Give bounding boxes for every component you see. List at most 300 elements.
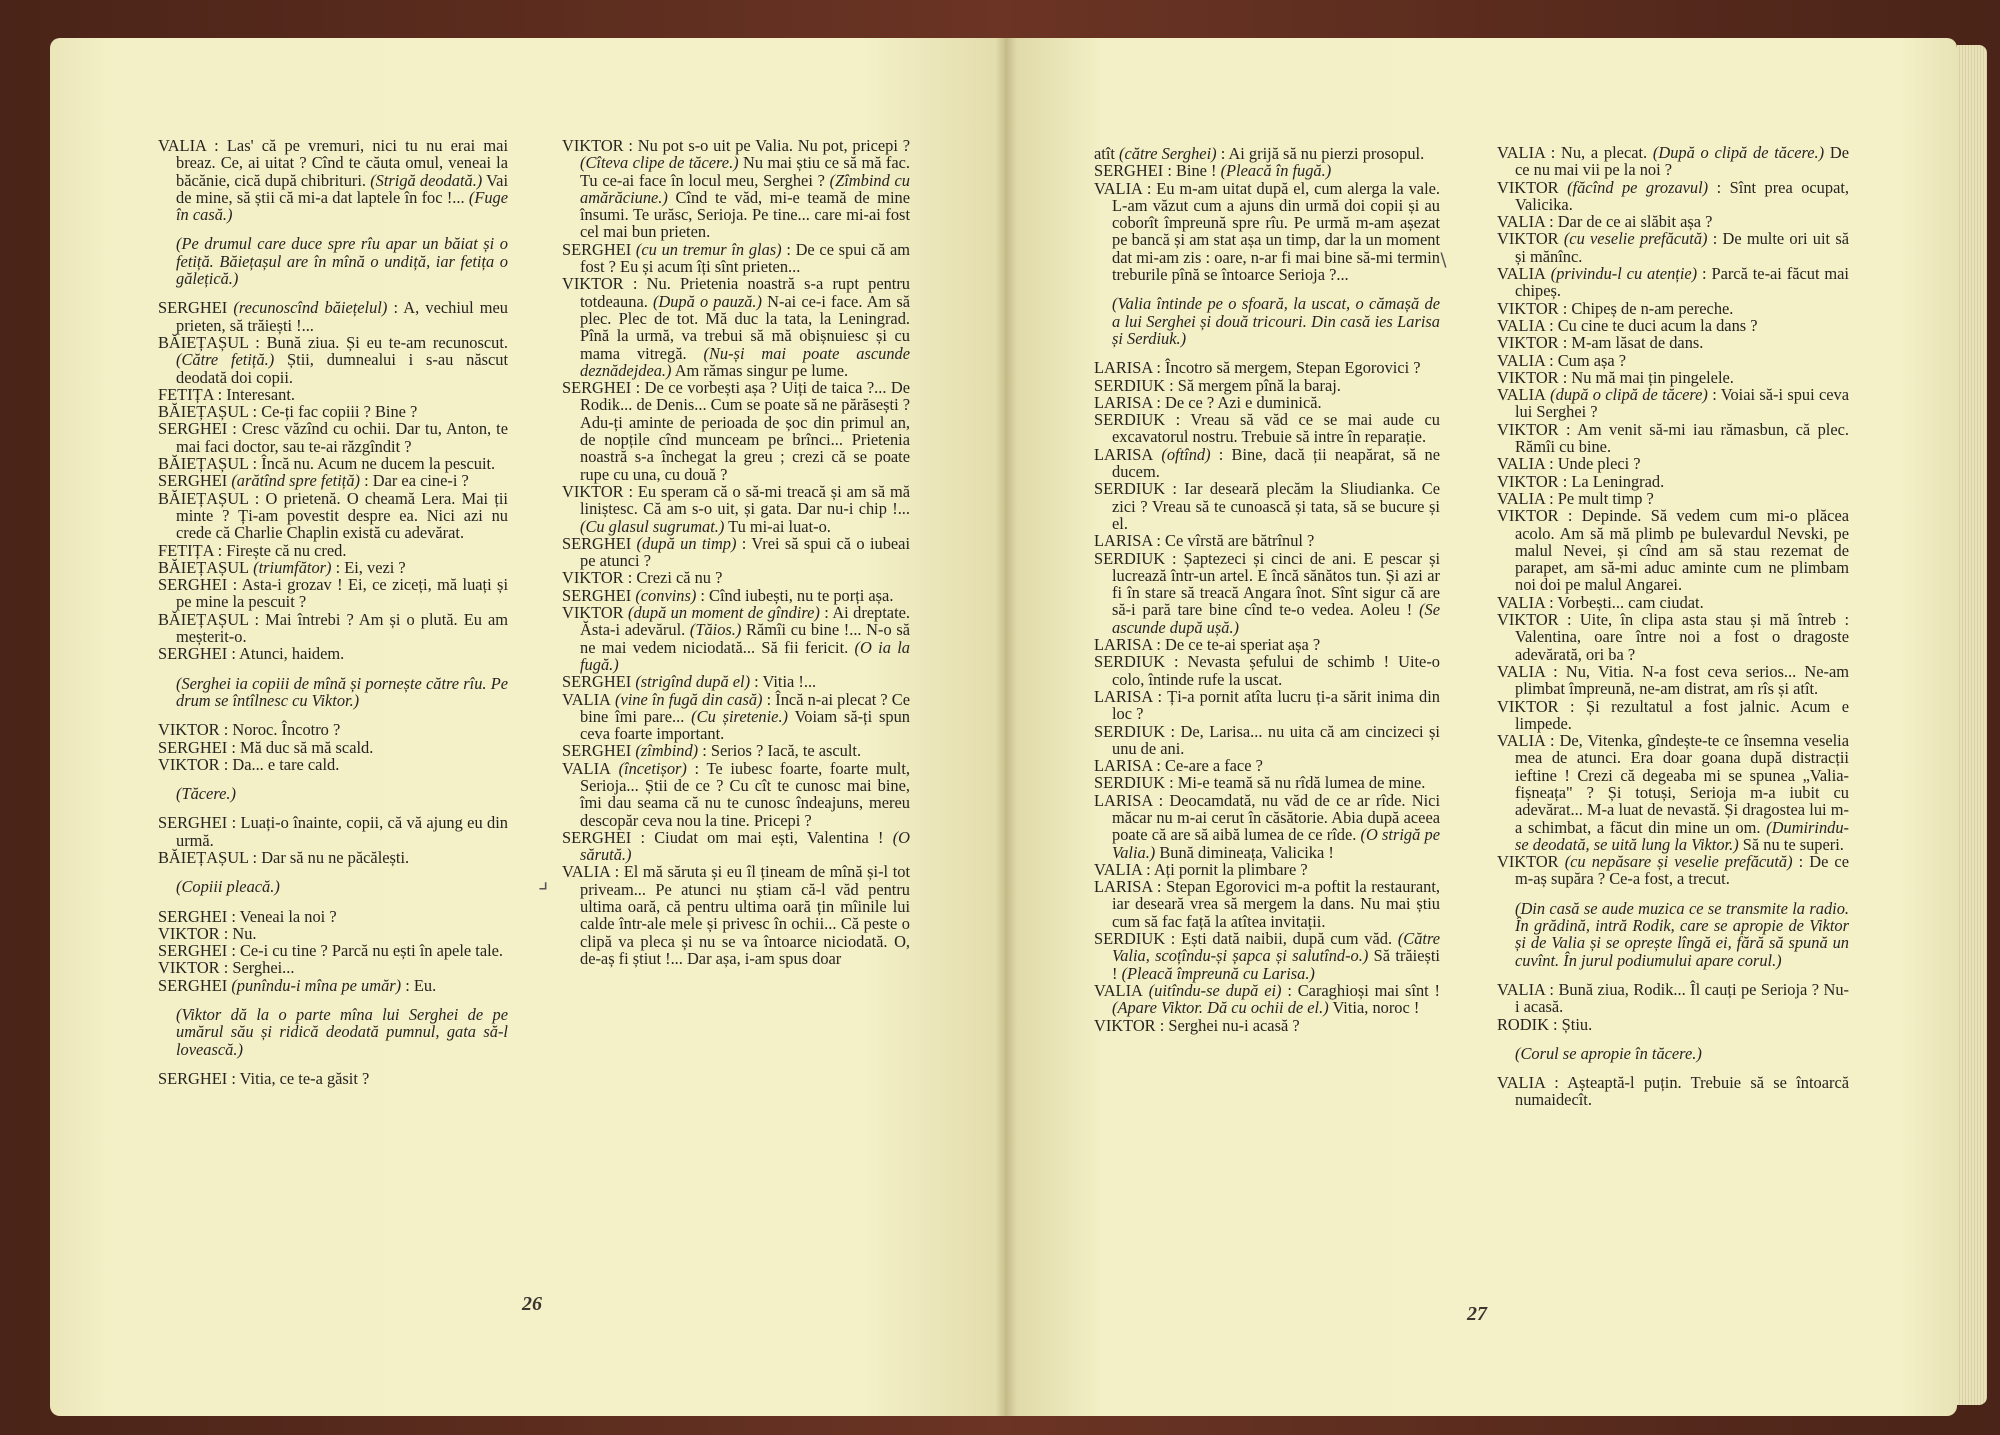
- speaker-name: BĂIEȚAȘUL: [158, 332, 249, 352]
- speech-line: [158, 490, 508, 542]
- dialogue-text: : Bună ziua. Și eu te-am recunoscut.: [248, 332, 508, 352]
- speaker-name: SERGHEI: [158, 975, 228, 995]
- dialogue-text: : Încă n-ai plecat ? Ce bine îmi pare...: [580, 689, 910, 726]
- speech-line: [1094, 446, 1440, 481]
- right-page-column-1: [1094, 145, 1440, 1034]
- dialogue-text: : Cu cine te duci acum la dans ?: [1544, 315, 1758, 335]
- dialogue-text: : De, Vitenka, gîndește-te ce însemna veselia mea de atunci. Era doar goana după distracții ieftine ! Crezi că degeaba mi se spunea „Valia-fișneața" ? Și totuși, Serioja m-a iubit cu adevărat... M-a luat de nevastă. Și dragostea lui m-a schimbat, a făcut din mine un om.: [1515, 731, 1849, 837]
- speaker-name: SERDIUK: [1094, 548, 1166, 568]
- speech-line: [1497, 981, 1849, 1016]
- speech-line: [158, 559, 508, 576]
- dialogue-text: Am rămas singur pe lume.: [671, 360, 849, 380]
- dialogue-text: : Cînd iubești, nu te porți așa.: [696, 585, 894, 605]
- dialogue-text: : Așteaptă-l puțin. Trebuie să se întoarcă numaidecît.: [1515, 1073, 1849, 1110]
- dialogue-text: : Dar ea cine-i ?: [360, 471, 469, 491]
- speech-line: [1094, 757, 1440, 774]
- stage-direction: (Copiii pleacă.): [176, 877, 280, 897]
- speaker-name: SERGHEI: [158, 419, 228, 439]
- dialogue-text: Să nu te superi.: [1738, 834, 1844, 854]
- dialogue-text: : De, Larisa... nu uita că am cincizeci și unu de ani.: [1112, 721, 1440, 758]
- speaker-name: SERDIUK: [1094, 721, 1166, 741]
- dialogue-text: : Chipeș de n-am pereche.: [1558, 298, 1734, 318]
- dialogue-text: : Veneai la noi ?: [227, 906, 337, 926]
- speech-line: [1094, 774, 1440, 791]
- dialogue-text: Vitia, noroc !: [1328, 998, 1420, 1018]
- speech-line: [1094, 411, 1440, 446]
- stage-direction-inline: (după o clipă de tăcere): [1545, 385, 1708, 405]
- dialogue-text: : De ce m-aș supăra ? Ce-a fost, a trecut.: [1515, 852, 1849, 889]
- stage-direction-inline: (O ia la fugă.): [580, 637, 910, 674]
- speaker-name: VALIA: [1497, 315, 1545, 335]
- margin-pen-mark: ⌟: [538, 868, 549, 893]
- speaker-name: VIKTOR: [158, 923, 220, 943]
- dialogue-text: : Atunci, haidem.: [227, 644, 345, 664]
- speaker-name: VALIA: [1497, 350, 1545, 370]
- stage-direction-inline: (Cîteva clipe de tăcere.): [580, 153, 739, 173]
- speaker-name: VALIA: [158, 136, 206, 155]
- dialogue-text: : Ai dreptate. Ăsta-i adevărul.: [580, 603, 910, 640]
- dialogue-text: : Mă duc să mă scald.: [227, 737, 374, 757]
- speaker-name: VIKTOR: [1497, 419, 1559, 439]
- speech-line: [562, 137, 910, 241]
- speaker-name: BĂIEȚAȘUL: [158, 609, 249, 629]
- speaker-name: FETIȚA: [158, 384, 214, 404]
- stage-direction-inline: (după un timp): [631, 533, 737, 553]
- dialogue-text: : De ce te-ai speriat așa ?: [1152, 635, 1321, 655]
- stage-direction-inline: (privindu-l cu atenție): [1545, 264, 1698, 284]
- speech-line: [1497, 352, 1849, 369]
- speaker-name: LARISA: [1094, 392, 1153, 412]
- speech-line: [1497, 179, 1849, 214]
- stage-direction: (Viktor dă la o parte mîna lui Serghei de pe umărul său și ridică deodată pumnul, gata să-l lovească.): [176, 1005, 508, 1059]
- dialogue-text: : Nu. Prietenia noastră s-a rupt pentru totdeauna.: [580, 274, 910, 311]
- speaker-name: LARISA: [1094, 444, 1154, 464]
- speech-line: [562, 241, 910, 276]
- stage-direction: (Valia întinde pe o sfoară, la uscat, o cămașă de a lui Serghei și două tricouri. Din casă ies Larisa și Serdiuk.): [1112, 294, 1440, 348]
- speaker-name: VALIA: [562, 862, 610, 882]
- speaker-name: SERDIUK: [1094, 773, 1166, 793]
- speaker-name: LARISA: [1094, 686, 1153, 706]
- dialogue-text: Bună dimineața, Valicika !: [1155, 842, 1334, 862]
- dialogue-text: : Mai întrebi ? Am și o plută. Eu am meșterit-o.: [176, 609, 508, 647]
- stage-direction: (Corul se apropie în tăcere.): [1515, 1043, 1702, 1063]
- dialogue-text: De ce nu mai vii pe la noi ?: [1515, 143, 1849, 180]
- dialogue-text: : Nevasta șefului de schimb ! Uite-o colo, întinde rufe la uscat.: [1112, 652, 1440, 689]
- stage-direction-inline: (triumfător): [249, 557, 332, 577]
- speech-line: [1094, 359, 1440, 376]
- speaker-name: VIKTOR: [1094, 1015, 1156, 1035]
- speaker-name: VALIA: [562, 758, 611, 778]
- dialogue-text: : Vitia !...: [750, 672, 817, 692]
- dialogue-text: : Am venit să-mi iau rămasbun, că plec. Rămîi cu bine.: [1515, 419, 1849, 457]
- dialogue-text: : De ce vorbești așa ? Uiți de taica ?... De Rodik... de Denis... Cum se poate să ne părăsești ? Adu-ți aminte de perioada de șoc din primul an, de nopțile cînd munceam pe brînci... Prietenia noastră s-a închegat la greu ; crezi că se poate rupe cu una, cu două ?: [580, 378, 911, 484]
- dialogue-text: Tu mi-ai luat-o.: [724, 516, 831, 536]
- speaker-name: SERDIUK: [1094, 375, 1166, 395]
- dialogue-text: : Interesant.: [213, 384, 296, 404]
- speaker-name: VALIA: [1497, 488, 1545, 508]
- stage-direction-inline: (Dumirindu-se deodată, se uită lung la Viktor.): [1515, 817, 1849, 854]
- speech-line: [158, 334, 508, 386]
- speech-line: [1094, 394, 1440, 411]
- speech-line: [1094, 688, 1440, 723]
- page-edges: [1957, 45, 1987, 1405]
- dialogue-text: : Firește că nu cred.: [213, 540, 347, 560]
- stage-direction-inline: (Apare Viktor. Dă cu ochii de el.): [1112, 998, 1329, 1018]
- speech-line: [158, 739, 508, 756]
- dialogue-text: : Eu speram că o să-mi treacă și am să mă liniștesc. Că am s-o uit, și gata. Dar nu-i chip !...: [580, 481, 910, 519]
- stage-direction-inline: (uitîndu-se după ei): [1142, 980, 1282, 1000]
- speech-line: [1497, 369, 1849, 386]
- dialogue-text: : Da... e tare cald.: [219, 754, 340, 774]
- dialogue-text: : Eu.: [401, 975, 437, 995]
- dialogue-text: : Să mergem pînă la baraj.: [1165, 375, 1341, 395]
- speech-line: [562, 379, 910, 483]
- speech-line: [158, 942, 508, 959]
- speech-line: [1497, 317, 1849, 334]
- speaker-name: SERGHEI: [158, 906, 228, 926]
- speaker-name: SERGHEI: [562, 672, 632, 692]
- speaker-name: VALIA: [1497, 979, 1545, 999]
- speech-line: [158, 721, 508, 738]
- stage-direction-inline: (vine în fugă din casă): [610, 689, 763, 709]
- dialogue-text: : Noroc. Încotro ?: [219, 720, 341, 740]
- stage-direction-inline: (Cu glasul sugrumat.): [580, 516, 725, 536]
- dialogue-text: : Încă nu. Acum ne ducem la pescuit.: [248, 454, 496, 474]
- book-gutter: [995, 38, 1017, 1416]
- speaker-name: VIKTOR: [1497, 852, 1559, 872]
- speaker-name: VALIA: [1497, 264, 1546, 284]
- dialogue-text: : Încotro să mergem, Stepan Egorovici ?: [1152, 358, 1421, 378]
- speaker-name: LARISA: [1094, 877, 1153, 897]
- dialogue-text: : Eu m-am uitat după el, cum alerga la vale. L-am văzut cum a ajuns din urmă doi copii și au coborît împreună spre rîu. Pe urmă m-am așezat pe bancă și am stat așa un timp, dar la un moment dat mi-am zis : oare, n-ar fi mai bine să-mi termin treburile pînă se întoarce Serioja ?...: [1112, 178, 1440, 285]
- dialogue-text: : Vreau să văd ce se mai aude cu excavatorul nostru. Trebuie să intre în reparație.: [1112, 410, 1440, 447]
- speech-line: [158, 455, 508, 472]
- right-page-column-2: [1497, 144, 1849, 1109]
- speech-continuation: [1094, 145, 1440, 162]
- speech-line: [1094, 162, 1440, 179]
- dialogue-text: : Cum așa ?: [1544, 350, 1626, 370]
- dialogue-text: : M-am lăsat de dans.: [1558, 333, 1704, 353]
- speaker-name: VIKTOR: [562, 481, 624, 501]
- stage-direction: (Tăcere.): [176, 784, 236, 804]
- left-page-number: 26: [522, 1293, 542, 1315]
- speech-line: [1497, 507, 1849, 593]
- speech-line: [1497, 300, 1849, 317]
- speech-line: [562, 691, 910, 743]
- stage-direction-inline: (făcînd pe grozavul): [1558, 177, 1709, 197]
- dialogue-text: Rămîi cu bine !... N-o să ne mai vedem niciodată... Să fii fericit.: [580, 620, 910, 657]
- speaker-name: LARISA: [1094, 531, 1153, 551]
- dialogue-text: : Nu mă mai țin pingelele.: [1558, 367, 1734, 387]
- speaker-name: VIKTOR: [158, 720, 220, 740]
- speech-line: [158, 925, 508, 942]
- stage-direction-inline: (O sărută.): [580, 827, 910, 865]
- speech-line: [562, 483, 910, 535]
- stage-direction-inline: (oftînd): [1153, 444, 1211, 464]
- dialogue-text: : Și rezultatul a fost jalnic. Acum e limpede.: [1515, 696, 1849, 733]
- speaker-name: VIKTOR: [1497, 229, 1559, 249]
- speech-line: [562, 535, 910, 570]
- dialogue-text: : Luați-o înainte, copii, că vă ajung eu din urmă.: [176, 813, 508, 850]
- stage-direction: (Pe drumul care duce spre rîu apar un băiat și o fetiță. Băiețașul are în mînă o undiță, iar fetița o gălețică.): [176, 234, 508, 289]
- speech-line: [158, 420, 508, 455]
- stage-direction-inline: (Zîmbind cu amărăciune.): [580, 170, 910, 207]
- stage-direction-inline: (Către fetiță.): [176, 350, 275, 370]
- speech-line: [1497, 213, 1849, 230]
- speech-line: [562, 587, 910, 604]
- left-page-column-2: [562, 137, 910, 967]
- speaker-name: SERGHEI: [562, 585, 632, 605]
- speech-line: [158, 977, 508, 994]
- speech-line: [1094, 377, 1440, 394]
- speaker-name: BĂIEȚAȘUL: [158, 454, 249, 474]
- speaker-name: VIKTOR: [1497, 298, 1559, 318]
- speech-line: [1497, 698, 1849, 733]
- dialogue-text: : Nu, a plecat.: [1544, 143, 1653, 162]
- speaker-name: BĂIEȚAȘUL: [158, 557, 250, 577]
- speaker-name: SERGHEI: [562, 741, 632, 761]
- speech-line: [1094, 550, 1440, 636]
- speech-line: [158, 542, 508, 559]
- speaker-name: SERGHEI: [562, 378, 632, 398]
- stage-direction-inline: (încetișor): [610, 758, 687, 778]
- stage-direction-inline: (Cu șiretenie.): [691, 706, 789, 726]
- speech-line: [1497, 853, 1849, 888]
- dialogue-text: : Unde pleci ?: [1544, 454, 1641, 474]
- stage-direction-inline: (Fuge în casă.): [176, 187, 508, 225]
- speaker-name: SERGHEI: [158, 737, 228, 757]
- dialogue-text: : De ce spui că am fost ? Eu și acum îți sînt prieten...: [580, 239, 910, 277]
- dialogue-text: : Ce-i cu tine ? Parcă nu ești în apele tale.: [227, 941, 504, 961]
- speech-line: [158, 814, 508, 849]
- speaker-name: BĂIEȚAȘUL: [158, 847, 249, 867]
- dialogue-text: : Serghei nu-i acasă ?: [1155, 1015, 1300, 1035]
- dialogue-text: : Ți-a pornit atîta lucru ți-a sărit inima din loc ?: [1112, 686, 1440, 724]
- dialogue-text: : Sînt prea ocupat, Valicika.: [1515, 177, 1849, 214]
- speaker-name: VALIA: [1497, 454, 1545, 474]
- speaker-name: SERDIUK: [1094, 410, 1166, 430]
- dialogue-text: : Serghei...: [219, 958, 295, 978]
- speech-line: [1497, 490, 1849, 507]
- stage-direction-inline: (Strigă deodată.): [370, 170, 483, 190]
- speaker-name: VALIA: [1497, 143, 1545, 162]
- stage-direction-inline: (O strigă pe Valia.): [1112, 825, 1440, 862]
- dialogue-text: : El mă săruta și eu îl țineam de mînă și-l tot priveam... Pe atunci nu știam că-l văd pentru ultima oară, că pentru ultima oară țin mîinile lui calde într-ale mele și privesc în ochii... Că peste o clipă va pleca și nu se va întoarce niciodată. O, de-aș fi știut !... Dar așa, i-am spus doar: [580, 862, 910, 968]
- speaker-name: LARISA: [1094, 358, 1153, 378]
- speech-line: [562, 863, 910, 967]
- speech-line: [1497, 594, 1849, 611]
- speaker-name: SERGHEI: [158, 813, 228, 833]
- speaker-name: LARISA: [1094, 635, 1153, 655]
- speaker-name: SERGHEI: [158, 298, 228, 318]
- dialogue-text: : Dar de ce ai slăbit așa ?: [1544, 212, 1713, 232]
- dialogue-text: N-ai ce-i face. Am să plec. Plec de tot. Mă duc la tata, la Leningrad. Pînă la urmă, va trebui să mă obișnuiesc și cu mama vitregă.: [580, 291, 910, 363]
- speech-line: [1497, 611, 1849, 663]
- speaker-name: VIKTOR: [1497, 333, 1559, 353]
- speech-line: [1497, 1016, 1849, 1033]
- dialogue-text: : Serios ? Iacă, te ascult.: [698, 741, 862, 761]
- stage-direction-inline: (Se ascunde după ușă.): [1112, 600, 1440, 637]
- speaker-name: VALIA: [1094, 980, 1143, 1000]
- speech-line: [1497, 455, 1849, 472]
- dialogue-text: Voiam să-ți spun ceva foarte important.: [580, 706, 910, 744]
- dialogue-text: : Șaptezeci și cinci de ani. E pescar și lucrează într-un artel. E încă sănătos tun. Și azi ar fi în stare să treacă Angara înot. Sînt sigur că are să-i pară tare bine cînd te-o vedea. Aoleu !: [1112, 548, 1440, 620]
- speech-line: [158, 576, 508, 611]
- speaker-name: SERDIUK: [1094, 479, 1166, 499]
- stage-direction-inline: (după un moment de gîndire): [623, 603, 820, 623]
- dialogue-text: : Voiai să-i spui ceva lui Serghei ?: [1515, 385, 1849, 422]
- dialogue-text: : Nu, Vitia. N-a fost ceva serios... Ne-am plimbat împreună, ne-am distrat, am rîs și atît.: [1515, 661, 1849, 699]
- stage-direction-inline: (convins): [631, 585, 697, 605]
- dialogue-text: : Nu.: [219, 923, 257, 943]
- dialogue-text: : De multe ori uit să și mănînc.: [1515, 229, 1849, 266]
- dialogue-text: : Ei, vezi ?: [331, 557, 406, 577]
- speech-line: [562, 760, 910, 829]
- speaker-name: VALIA: [1497, 385, 1546, 405]
- dialogue-text: : Știu.: [1548, 1014, 1593, 1034]
- speaker-name: VIKTOR: [562, 136, 624, 155]
- speech-line: [158, 756, 508, 773]
- dialogue-text: : Dar să nu ne păcălești.: [248, 847, 410, 867]
- dialogue-text: : Ciudat om mai ești, Valentina !: [631, 827, 893, 847]
- speaker-name: VALIA: [1094, 178, 1142, 198]
- speech-line: [1497, 473, 1849, 490]
- speech-line: [562, 275, 910, 379]
- speaker-name: VALIA: [1497, 592, 1545, 612]
- speech-line: [158, 472, 508, 489]
- right-page-number: 27: [1467, 1303, 1487, 1325]
- stage-direction-inline: (cu un tremur în glas): [631, 239, 782, 259]
- dialogue-text: : Bună ziua, Rodik... Îl cauți pe Serioja ? Nu-i acasă.: [1515, 979, 1849, 1017]
- speech-line: [1094, 480, 1440, 532]
- stage-direction-inline: (Către Valia, scoțîndu-și șapca și salutînd-o.): [1112, 929, 1440, 966]
- dialogue-text: : Deocamdată, nu văd de ce ar rîde. Nici măcar nu m-ai cerut în căsătorie. Abia după aceea poate că are să aibă lumea de ce rîde.: [1112, 790, 1440, 845]
- dialogue-text: Vai de mine, să știi că mi-a dat laptele în foc !...: [176, 170, 508, 207]
- speaker-name: FETIȚA: [158, 540, 214, 560]
- dialogue-text: : Ați pornit la plimbare ?: [1141, 859, 1308, 879]
- dialogue-text: : Te iubesc foarte, foarte mult, Serioja... Știi de ce ? Cu cît te cunosc mai bine, îmi dau seama că nu te cunosc îndeajuns, mereu descopăr ceva nou la tine. Pricepi ?: [580, 758, 910, 830]
- speaker-name: VALIA: [1497, 661, 1545, 681]
- dialogue-text: Să trăiești !: [1112, 946, 1440, 983]
- dialogue-text: : Asta-i grozav ! Ei, ce ziceți, mă luați și pe mine la pescuit ?: [176, 575, 508, 612]
- speech-line: [1497, 230, 1849, 265]
- speaker-name: BĂIEȚAȘUL: [158, 402, 249, 422]
- dialogue-text: : La Leningrad.: [1558, 471, 1665, 491]
- speaker-name: SERGHEI: [158, 644, 228, 664]
- dialogue-text: atît: [1094, 144, 1120, 163]
- stage-direction: (Din casă se aude muzica ce se transmite la radio. În grădină, intră Rodik, care se apropie de Viktor și de Valia și se oprește lîngă ei, fără să spună un cuvînt. În jurul podiumului apare corul.): [1515, 898, 1849, 970]
- speech-line: [1497, 1074, 1849, 1109]
- dialogue-text: : Cresc văzînd cu ochii. Dar tu, Anton, te mai faci doctor, sau te-ai răzgîndit ?: [176, 419, 508, 456]
- speaker-name: VIKTOR: [1497, 367, 1559, 387]
- speaker-name: VIKTOR: [562, 274, 624, 294]
- speaker-name: VIKTOR: [158, 958, 220, 978]
- speaker-name: VIKTOR: [1497, 506, 1559, 526]
- dialogue-text: : Vorbești... cam ciudat.: [1544, 592, 1704, 612]
- dialogue-text: : Iar deseară plecăm la Sliudianka. Ce zici ? Vreau să te cunoască și tata, să se bucure și el.: [1112, 479, 1440, 533]
- speech-line: [158, 611, 508, 646]
- speaker-name: SERGHEI: [158, 1068, 228, 1088]
- speech-line: [562, 569, 910, 586]
- speech-line: [1094, 636, 1440, 653]
- speech-line: [158, 1070, 508, 1087]
- stage-direction-inline: (Nu-și mai poate ascunde deznădejdea.): [580, 343, 910, 380]
- speech-line: [562, 742, 910, 759]
- speaker-name: VIKTOR: [1497, 610, 1559, 630]
- speech-line: [158, 959, 508, 976]
- speaker-name: VALIA: [1497, 212, 1545, 232]
- dialogue-text: : Stepan Egorovici m-a poftit la restaurant, iar deseară vrea să mergem la dans. Nu mai știu cum să fac față la atîtea invitații.: [1112, 877, 1440, 931]
- speech-line: [1094, 532, 1440, 549]
- speech-line: [158, 849, 508, 866]
- dialogue-text: : Caraghioși mai sînt !: [1281, 980, 1441, 1000]
- stage-direction-inline: (După o clipă de tăcere.): [1652, 143, 1825, 162]
- speaker-name: SERGHEI: [562, 827, 632, 847]
- stage-direction-inline: (zîmbind): [631, 741, 699, 761]
- dialogue-text: : Mi-e teamă să nu rîdă lumea de mine.: [1165, 773, 1426, 793]
- dialogue-text: : Bine, dacă ții neapărat, să ne ducem.: [1112, 444, 1440, 482]
- stage-direction-inline: (După o pauză.): [652, 291, 762, 311]
- speaker-name: LARISA: [1094, 790, 1153, 810]
- stage-direction-inline: (recunoscînd băiețelul): [227, 298, 388, 318]
- dialogue-text: : Vitia, ce te-a găsit ?: [227, 1068, 370, 1088]
- dialogue-text: Cînd te văd, mi-e teamă de mine însumi. Te urăsc, Serioja. Pe tine... care mi-ai fost cel mai bun prieten.: [580, 187, 910, 242]
- speech-line: [1497, 265, 1849, 300]
- stage-direction-inline: (către Serghei): [1119, 144, 1217, 163]
- speaker-name: VIKTOR: [1497, 471, 1559, 491]
- speaker-name: SERGHEI: [158, 471, 228, 491]
- speaker-name: SERGHEI: [1094, 161, 1164, 181]
- speech-line: [1094, 982, 1440, 1017]
- speech-line: [158, 908, 508, 925]
- speech-line: [1094, 861, 1440, 878]
- dialogue-text: : A, vechiul meu prieten, să trăiești !...: [176, 298, 508, 335]
- stage-direction-inline: (arătînd spre fetiță): [227, 471, 361, 491]
- dialogue-text: Nu mai știu ce să mă fac. Tu ce-ai face în locul meu, Serghei ?: [580, 153, 910, 190]
- speech-line: [1497, 386, 1849, 421]
- speaker-name: VALIA: [562, 689, 611, 709]
- speech-line: [158, 386, 508, 403]
- speech-line: [158, 299, 508, 334]
- speech-line: [158, 137, 508, 223]
- stage-direction-inline: (Pleacă în fugă.): [1220, 161, 1332, 181]
- stage-direction-inline: (punîndu-i mîna pe umăr): [227, 975, 402, 995]
- dialogue-text: : O prietenă. O cheamă Lera. Mai ții minte ? Ți-am povestit despre ea. Nici azi nu crede că Charlie Chaplin există cu adevărat.: [176, 488, 508, 543]
- speaker-name: VIKTOR: [158, 754, 220, 774]
- dialogue-text: : Uite, în clipa asta stau și mă întreb : Valentina, oare între noi a fost o dragoste adevărată, ori ba ?: [1515, 610, 1849, 664]
- speech-line: [1094, 180, 1440, 284]
- speaker-name: VIKTOR: [1497, 696, 1559, 716]
- stage-direction-inline: (Tăios.): [689, 620, 742, 640]
- dialogue-text: : Ai grijă să nu pierzi prosopul.: [1216, 144, 1425, 163]
- dialogue-text: : De ce ? Azi e duminică.: [1152, 392, 1322, 412]
- speech-line: [562, 673, 910, 690]
- speech-line: [1497, 663, 1849, 698]
- speaker-name: VALIA: [1094, 859, 1142, 879]
- speech-line: [1094, 723, 1440, 758]
- left-page-column-1: [158, 137, 508, 1087]
- speaker-name: SERGHEI: [158, 575, 228, 595]
- stage-direction-inline: (cu nepăsare și veselie prefăcută): [1558, 852, 1793, 872]
- dialogue-text: : Ce vîrstă are bătrînul ?: [1152, 531, 1315, 551]
- speech-line: [562, 829, 910, 864]
- stage-direction-inline: (Pleacă împreună cu Larisa.): [1121, 963, 1315, 983]
- margin-pen-mark: ∖: [1437, 250, 1449, 270]
- dialogue-text: : Ești dată naibii, după cum văd.: [1165, 929, 1398, 949]
- speech-line: [1497, 334, 1849, 351]
- speaker-name: VIKTOR: [562, 568, 624, 588]
- speaker-name: RODIK: [1497, 1014, 1549, 1034]
